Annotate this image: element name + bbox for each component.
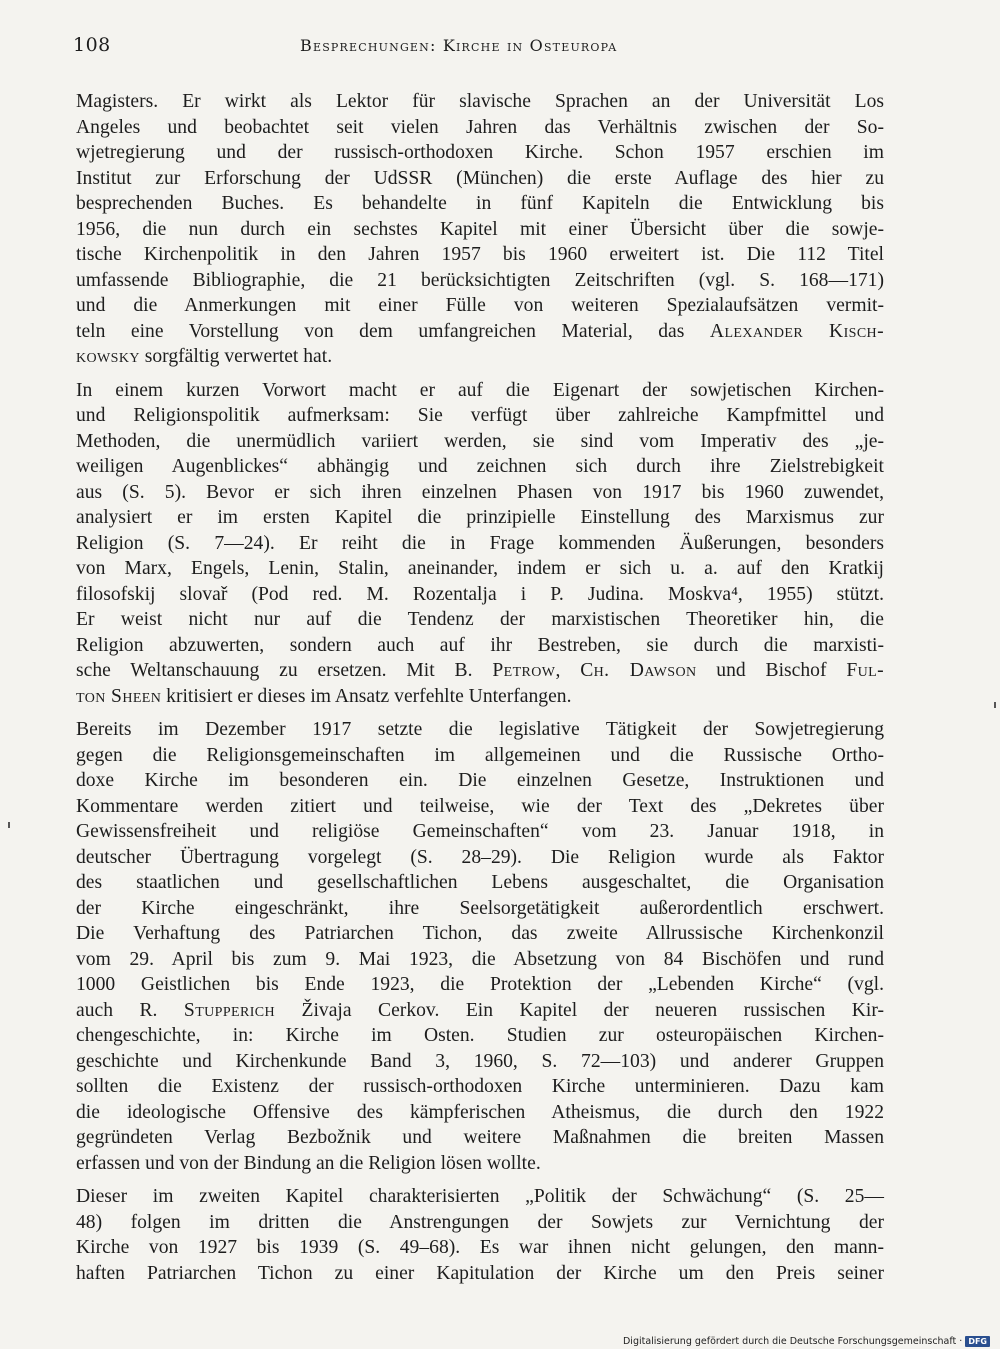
text-line [76, 89, 884, 115]
text-run: sollten die Existenz der russisch-orthodoxen Kirche unterminieren. Dazu kam [76, 1076, 884, 1097]
text-run: auch R. [76, 999, 184, 1021]
text-line [76, 268, 884, 294]
text-line [76, 684, 884, 710]
text-line [76, 768, 884, 794]
text-line [76, 743, 884, 769]
text-line [76, 845, 884, 871]
text-run: Angeles und beobachtet seit vielen Jahren das Verhältnis zwischen der So- [76, 116, 884, 138]
text-run: Institut zur Erforschung der UdSSR (München) die erste Auflage des hier zu [76, 167, 884, 189]
text-run: gegen die Religionsgemeinschaften im allgemeinen und die Russische Ortho- [76, 744, 884, 766]
text-run: chengeschichte, in: Kirche im Osten. Studien zur osteuropäischen Kirchen- [76, 1025, 884, 1046]
text-line [76, 429, 884, 455]
text-run: weiligen Augenblickes“ abhängig und zeichnen sich durch ihre Zielstrebigkeit [76, 456, 884, 477]
text-line [76, 633, 884, 659]
text-line [76, 819, 884, 845]
text-run: Methoden, die unermüdlich variiert werden, sie sind vom Imperativ des „je- [76, 430, 884, 452]
text-run: der Kirche eingeschränkt, ihre Seelsorgetätigkeit außerordentlich erschwert. [76, 897, 884, 919]
text-line [76, 319, 884, 345]
text-run: Magisters. Er wirkt als Lektor für slavische Sprachen an der Universität Los [76, 91, 884, 112]
text-line [76, 896, 884, 922]
text-run: filosofskij slovař (Pod red. M. Rozentalja i P. Judina. Moskva⁴, 1955) stützt. [76, 583, 884, 605]
text-run: 1956, die nun durch ein sechstes Kapitel mit einer Übersicht über die sowje- [76, 218, 884, 240]
text-line [76, 242, 884, 268]
text-line [76, 607, 884, 633]
text-run: Er weist nicht nur auf die Tendenz der marxistischen Theoretiker hin, die [76, 609, 884, 630]
paragraph [76, 717, 884, 1176]
text-run: Gewissensfreiheit und religiöse Gemeinschaften“ vom 23. Januar 1918, in [76, 821, 884, 842]
page-number: 108 [73, 34, 111, 56]
text-run: deutscher Übertragung vorgelegt (S. 28–29). Die Religion wurde als Faktor [76, 846, 884, 868]
text-line [76, 794, 884, 820]
text-run: In einem kurzen Vorwort macht er auf die Eigenart der sowjetischen Kirchen- [76, 379, 884, 401]
running-head: Besprechungen: Kirche in Osteuropa [300, 36, 618, 55]
text-line [76, 1151, 884, 1177]
paragraph [76, 89, 884, 370]
text-line [76, 1074, 884, 1100]
text-run: und Religionspolitik aufmerksam: Sie verfügt über zahlreiche Kampfmittel und [76, 405, 884, 426]
text-run: die ideologische Offensive des kämpferischen Atheismus, die durch den 1922 [76, 1101, 884, 1123]
text-line [76, 921, 884, 947]
text-line [76, 480, 884, 506]
text-line [76, 717, 884, 743]
text-line [76, 344, 884, 370]
text-line [76, 1100, 884, 1126]
text-run: Živaja Cerkov. Ein Kapitel der neueren russischen Kir- [275, 999, 884, 1021]
text-run: und Bischof [696, 660, 847, 681]
author-name: Alexander Kisch- [709, 320, 884, 342]
paragraph [76, 378, 884, 710]
text-run: gegründeten Verlag Bezbožnik und weitere Maßnahmen die breiten Massen [76, 1127, 884, 1148]
text-run: wjetregierung und der russisch-orthodoxen Kirche. Schon 1957 erschien im [76, 142, 884, 163]
text-run: , [555, 660, 581, 681]
text-run: umfassende Bibliographie, die 21 berücksichtigten Zeitschriften (vgl. S. 168—171) [76, 269, 884, 291]
author-name: Petrow [492, 660, 556, 681]
text-line [76, 217, 884, 243]
text-run: sche Weltanschauung zu ersetzen. Mit B. [76, 660, 493, 681]
text-run: doxe Kirche im besonderen ein. Die einzelnen Gesetze, Instruktionen und [76, 770, 884, 791]
text-run: erfassen und von der Bindung an die Religion lösen wollte. [76, 1152, 541, 1174]
text-line [76, 166, 884, 192]
footer-credit [623, 1336, 990, 1347]
text-line [76, 658, 884, 684]
text-run: haften Patriarchen Tichon zu einer Kapitulation der Kirche um den Preis seiner [76, 1262, 884, 1284]
text-run: des staatlichen und gesellschaftlichen Lebens ausgeschaltet, die Organisation [76, 872, 884, 893]
text-run: 1000 Geistlichen bis Ende 1923, die Protektion der „Lebenden Kirche“ (vgl. [76, 974, 884, 995]
body-text [76, 89, 884, 1294]
author-name: Ful- [846, 660, 885, 681]
text-run: sorgfältig verwertet hat. [139, 346, 333, 367]
text-run: Die Verhaftung des Patriarchen Tichon, das zweite Allrussische Kirchenkonzil [76, 923, 884, 944]
text-line [76, 140, 884, 166]
text-line [76, 1125, 884, 1151]
text-line [76, 947, 884, 973]
text-run: Religion (S. 7—24). Er reiht die in Frage kommenden Äußerungen, besonders [76, 532, 884, 554]
text-line [76, 556, 884, 582]
text-line [76, 1235, 884, 1261]
text-line [76, 191, 884, 217]
text-line [76, 1023, 884, 1049]
dfg-logo-icon: DFG [965, 1336, 990, 1347]
text-run: und die Anmerkungen mit einer Fülle von weiteren Spezialaufsätzen vermit- [76, 295, 884, 316]
text-line [76, 115, 884, 141]
text-line [76, 293, 884, 319]
margin-mark-left [8, 822, 10, 828]
text-line [76, 1261, 884, 1287]
text-run: Bereits im Dezember 1917 setzte die legislative Tätigkeit der Sowjetregierung [76, 719, 884, 740]
text-run: aus (S. 5). Bevor er sich ihren einzelnen Phasen von 1917 bis 1960 zuwendet, [76, 481, 884, 503]
text-run: 48) folgen im dritten die Anstrengungen der Sowjets zur Vernichtung der [76, 1211, 884, 1233]
author-name: Stupperich [183, 999, 276, 1021]
text-run: geschichte und Kirchenkunde Band 3, 1960, S. 72—103) und anderer Gruppen [76, 1050, 884, 1072]
author-name: Ch. Dawson [580, 660, 697, 681]
text-run: Dieser im zweiten Kapitel charakterisierten „Politik der Schwächung“ (S. 25— [76, 1186, 884, 1207]
text-line [76, 403, 884, 429]
text-line [76, 454, 884, 480]
text-line [76, 1210, 884, 1236]
margin-mark-right [994, 702, 996, 708]
text-line [76, 582, 884, 608]
text-run: Kirche von 1927 bis 1939 (S. 49–68). Es war ihnen nicht gelungen, den mann- [76, 1237, 884, 1258]
text-run: analysiert er im ersten Kapitel die prinzipielle Einstellung des Marxismus zur [76, 507, 884, 528]
footer-separator: · [959, 1336, 963, 1347]
text-line [76, 972, 884, 998]
text-line [76, 1049, 884, 1075]
text-run: tische Kirchenpolitik in den Jahren 1957 bis 1960 erweitert ist. Die 112 Titel [76, 244, 884, 265]
footer-text: Digitalisierung gefördert durch die Deutsche Forschungsgemeinschaft [622, 1336, 957, 1347]
text-line [76, 998, 884, 1024]
paragraph [76, 1184, 884, 1286]
text-run: kritisiert er dieses im Ansatz verfehlte Unterfangen. [161, 685, 572, 707]
text-line [76, 505, 884, 531]
text-run: Kommentare werden zitiert und teilweise, wie der Text des „Dekretes über [76, 795, 884, 817]
text-run: besprechenden Buches. Es behandelte in fünf Kapiteln die Entwicklung bis [76, 193, 884, 214]
text-run: teln eine Vorstellung von dem umfangreichen Material, das [76, 320, 710, 342]
text-line [76, 378, 884, 404]
text-line [76, 1184, 884, 1210]
text-line [76, 531, 884, 557]
text-run: von Marx, Engels, Lenin, Stalin, aneinander, indem er sich u. a. auf den Kratkij [76, 558, 884, 579]
text-run: Religion abzuwerten, sondern auch auf ihr Bestreben, sie durch die marxisti- [76, 634, 884, 656]
text-line [76, 870, 884, 896]
author-name: ton Sheen [76, 685, 162, 707]
author-name: kowsky [76, 346, 140, 367]
text-run: vom 29. April bis zum 9. Mai 1923, die Absetzung von 84 Bischöfen und rund [76, 948, 884, 970]
